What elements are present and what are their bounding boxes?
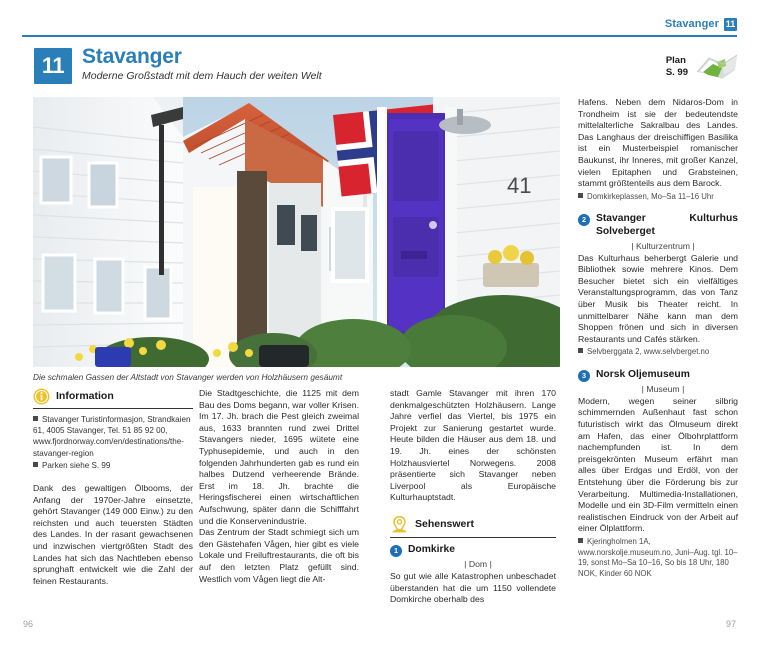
poi-header xyxy=(578,369,738,382)
hero-photo-illustration xyxy=(33,97,560,367)
column-four xyxy=(578,97,738,579)
information-box-header xyxy=(33,388,193,405)
information-item-text: Stavanger Turistinformasjon, Strandkaien 61, 4005 Stavanger, Tel. 51 85 92 00, www.fjordnorway.com/en/destinations/the-stavanger-region xyxy=(33,415,191,458)
svg-text:41: 41 xyxy=(507,173,532,198)
column-two-paragraph-1: Die Stadtgeschichte, die 1125 mit dem Bau des Doms begann, war voller Krisen. Im 17. Jh. brach die Pest gleich zweimal aus, 1633 brannten rund zwei Drittel Stavangers nieder, 1695 wütete eine Typhusepidemie, und auch in den folgenden Jahrhunderten gab es rund ein halbes Dutzend verheerende Brände. Erst im 18. Jh. brachte die Heringsfischerei einen wirtschaftlichen Aufschwung, später dann die Schifffahrt und die Konservenindustrie. xyxy=(199,388,359,526)
page-title-group xyxy=(82,46,322,83)
poi-header xyxy=(390,544,556,557)
information-item-text: Parken siehe S. 99 xyxy=(42,460,111,470)
column-four-paragraph-1: Hafens. Neben dem Nidaros-Dom in Trondheim ist sie der bedeutendste mittelalterliche Sakralbau des Landes. Das Langhaus der dreischiffigen Basilika ist ein Musterbeispiel romanischer Baukunst, ihr Inneres, mit großer Kanzel, vielen Epitaphen und Grabsteinen, stammt größtenteils aus dem Barock. xyxy=(578,97,738,189)
poi-body: So gut wie alle Katastrophen unbeschadet überstanden hat die um 1150 vollendete Domkirche oberhalb des xyxy=(390,570,556,605)
poi-practical-info xyxy=(578,537,738,579)
page-number-right: 97 xyxy=(725,619,736,629)
poi-practical-info-text: Selvberggata 2, www.selvberget.no xyxy=(587,347,710,357)
photo-caption: Die schmalen Gassen der Altstadt von Stavanger werden von Holzhäusern gesäumt xyxy=(33,372,343,382)
bullet-square-icon xyxy=(578,193,583,198)
column-three-paragraph-1: stadt Gamle Stavanger mit ihren 170 denkmalgeschützten Holzhäusern. Lange Jahre verfiel das Viertel, bis 1975 ein Projekt zur Sanierung gestartet wurde. Heute bilden die Häuser aus dem 18. und 19. Jh. eines der schönsten Holzhausviertel Norwegens. 2008 präsentierte sich Stavanger neben Liverpool als Europäische Kulturhauptstadt. xyxy=(390,388,556,503)
information-item xyxy=(33,460,193,471)
information-item xyxy=(33,414,193,459)
sehenswert-header xyxy=(390,515,556,534)
page-subtitle: Moderne Großstadt mit dem Hauch der weiten Welt xyxy=(82,70,322,82)
poi-practical-info-text: Domkirkeplassen, Mo–Sa 11–16 Uhr xyxy=(587,191,714,201)
column-one xyxy=(33,388,193,587)
plan-label-line1: Plan xyxy=(665,55,686,66)
chapter-title-block xyxy=(34,45,734,90)
sehenswert-divider xyxy=(390,537,556,538)
poi-practical-info-text: Kjeringholmen 1A, www.norskolje.museum.no, Juni–Aug. tgl. 10–19, sonst Mo–Sa 10–16, So bis 18 Uhr, 180 NOK, Kinder 60 NOK xyxy=(578,537,738,578)
bullet-square-icon xyxy=(578,348,583,353)
map-icon xyxy=(695,50,739,84)
poi-category: | Dom | xyxy=(464,558,492,569)
poi-number-badge: 3 xyxy=(578,370,590,382)
running-header-badge: 11 xyxy=(725,18,736,29)
running-header xyxy=(0,14,759,34)
plan-reference xyxy=(666,50,739,84)
header-divider xyxy=(22,35,737,37)
page-title: Stavanger xyxy=(82,45,182,68)
chapter-number-badge: 11 xyxy=(34,48,72,84)
poi-name: Domkirke xyxy=(408,543,455,555)
information-box xyxy=(33,388,193,471)
poi-body: Modern, wegen seiner silbrig schimmernden Außenhaut fast schon futuristisch wirkt das Ölmuseum direkt am Hafen, das einer Ölbohrplattform nachempfunden ist. In dem preisgekrönten Museum erfährt man alles über Erdgas und Erdöl, von der Entstehung über die Förderung bis zur Verarbeitung. Multimedia-Installationen, Modelle und ein 3D-Film vermitteln einen realistischen Eindruck von der Arbeit auf einer Ölplattform. xyxy=(578,395,738,534)
map-pin-icon xyxy=(390,515,409,534)
poi-practical-info xyxy=(578,347,738,358)
sehenswert-title: Sehenswert xyxy=(415,517,474,530)
hero-photo xyxy=(33,97,560,367)
column-one-body: Dank des gewaltigen Ölbooms, der Anfang der 1970er-Jahre einsetzte, gehört Stavanger (149 000 Einw.) zu den reichsten und auch teuersten Städten des Landes. In der rasant gewachsenen und inzwischen viertgrößten Stadt des Landes hat sich das Nachtleben ebenso sprunghaft entwickelt wie die Zahl der feinen Restaurants. xyxy=(33,483,193,586)
poi-number-badge: 1 xyxy=(390,545,402,557)
information-box-title: Information xyxy=(56,389,114,402)
running-header-title: Stavanger xyxy=(664,18,719,30)
column-two-paragraph-2: Das Zentrum der Stadt schmiegt sich um den Gästehafen Vågen, hier gibt es viele Lokale und Freiluftrestaurants, die oft bis auf den letzten Platz gefüllt sind. Westlich vom Vågen liegt die Alt- xyxy=(199,527,359,584)
poi-name: Stavanger Kulturhus Solveberget xyxy=(596,213,738,237)
poi-name: Norsk Oljemuseum xyxy=(596,368,690,380)
poi-number-badge: 2 xyxy=(578,214,590,226)
column-two xyxy=(199,388,359,585)
bullet-square-icon xyxy=(578,538,583,543)
bullet-square-icon xyxy=(33,462,38,467)
poi-category: | Kulturzentrum | xyxy=(631,240,695,251)
plan-label-line2: S. 99 xyxy=(665,67,688,78)
page-number-left: 96 xyxy=(23,619,34,629)
poi-header xyxy=(578,213,738,238)
poi-category: | Museum | xyxy=(641,383,685,394)
poi-practical-info xyxy=(578,192,738,203)
plan-label-group xyxy=(666,55,688,79)
information-box-divider xyxy=(33,408,193,409)
info-icon xyxy=(33,388,50,405)
bullet-square-icon xyxy=(33,416,38,421)
poi-body: Das Kulturhaus beherbergt Galerie und Bibliothek sowie mehrere Kinos. Dem Besucher bietet sich ein vielfältiges Veranstaltungsprogramm, das von Tanz über Musik bis Theater reicht. In unmittelbarer Nähe kann man dem Shoppen frönen und sich in diversen Restaurants und Cafés stärken. xyxy=(578,252,738,344)
column-three xyxy=(390,388,556,606)
